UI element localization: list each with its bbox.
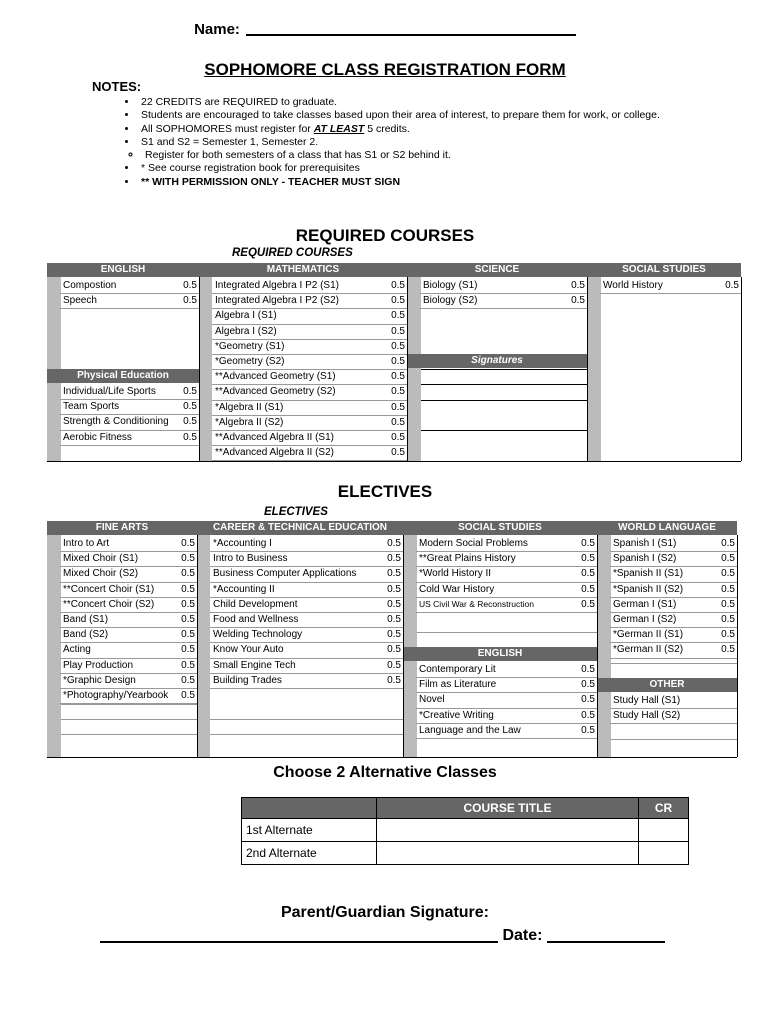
- gray-gutter: [597, 521, 611, 757]
- electives-section-title: ELECTIVES: [337, 482, 433, 501]
- world-language-credit: 0.5: [721, 538, 735, 549]
- cte-credit: 0.5: [387, 644, 401, 656]
- math-course: *Geometry (S2): [215, 356, 285, 367]
- elec-social-studies-credit: 0.5: [581, 598, 595, 610]
- alt-cr-input[interactable]: [639, 842, 689, 865]
- signatures-header: Signatures: [407, 354, 587, 368]
- col-divider: [741, 277, 742, 461]
- elec-social-studies-credit: 0.5: [581, 553, 595, 565]
- math-course: **Advanced Geometry (S1): [215, 371, 336, 383]
- required-section-title: REQUIRED COURSES: [295, 226, 475, 245]
- col-divider: [597, 535, 598, 757]
- world-language-credit: 0.5: [721, 568, 735, 580]
- note-item: • Students are encouraged to take classes based upon their area of interest, to prepare them for work, or college.: [138, 109, 670, 122]
- form-title: SOPHOMORE CLASS REGISTRATION FORM: [204, 60, 566, 79]
- cte-course: Small Engine Tech: [213, 659, 296, 671]
- fine-arts-course: *Graphic Design: [63, 674, 136, 686]
- row-line: [611, 663, 737, 664]
- cte-header: CAREER & TECHNICAL EDUCATION: [197, 521, 403, 535]
- elec-social-studies-credit: 0.5: [581, 583, 595, 595]
- signature-line: [421, 400, 587, 401]
- english-credit: 0.5: [183, 280, 197, 291]
- english-course: Compostion: [63, 280, 117, 291]
- elec-english-credit: 0.5: [581, 694, 595, 706]
- world-language-course: Spanish I (S2): [613, 553, 677, 565]
- cte-course: Business Computer Applications: [213, 568, 357, 580]
- fine-arts-credit: 0.5: [181, 583, 195, 595]
- cte-credit: 0.5: [387, 553, 401, 565]
- cte-credit: 0.5: [387, 583, 401, 595]
- alt-header-blank: [242, 798, 377, 819]
- elec-social-studies-course: **Great Plains History: [419, 553, 516, 565]
- row-line: [61, 704, 197, 705]
- cte-course: *Accounting II: [213, 583, 275, 595]
- row-line: [61, 719, 197, 720]
- pe-credit: 0.5: [183, 431, 197, 443]
- fine-arts-header: FINE ARTS: [47, 521, 197, 535]
- world-language-course: *German II (S2): [613, 644, 684, 656]
- pe-credit: 0.5: [183, 416, 197, 428]
- signature-line: [421, 369, 587, 370]
- col-divider: [737, 535, 738, 757]
- note-item: • All SOPHOMORES must register for AT LEAST 5 credits.: [138, 123, 670, 136]
- note-item: • ** WITH PERMISSION ONLY - TEACHER MUST SIGN: [138, 176, 670, 189]
- col-divider: [407, 277, 408, 461]
- pe-course: Individual/Life Sports: [63, 386, 156, 397]
- math-course: *Algebra II (S2): [215, 416, 284, 428]
- fine-arts-credit: 0.5: [181, 690, 195, 701]
- cte-credit: 0.5: [387, 659, 401, 671]
- cte-course: Child Development: [213, 598, 298, 610]
- table-bottom: [47, 461, 741, 462]
- electives-subtitle: ELECTIVES: [264, 506, 328, 518]
- alt-row-label: 2nd Alternate: [242, 842, 377, 865]
- alt-header-cr: CR: [639, 798, 689, 819]
- fine-arts-credit: 0.5: [181, 568, 195, 580]
- gray-gutter: [47, 263, 61, 461]
- alt-cr-input[interactable]: [639, 819, 689, 842]
- world-language-course: German I (S1): [613, 598, 677, 610]
- elec-social-studies-header: SOCIAL STUDIES: [403, 521, 597, 535]
- science-credit: 0.5: [571, 280, 585, 291]
- cte-credit: 0.5: [387, 614, 401, 625]
- gray-gutter: [587, 263, 601, 461]
- note-item: • 22 CREDITS are REQUIRED to graduate.: [138, 96, 670, 109]
- note-subitem: ◦ Register for both semesters of a class that has S1 or S2 behind it.: [142, 149, 670, 162]
- table-bottom: [47, 757, 737, 758]
- pe-header: Physical Education: [47, 369, 199, 383]
- elec-social-studies-credit: 0.5: [581, 538, 595, 549]
- elec-social-studies-course: *World History II: [419, 568, 492, 580]
- other-credit: [717, 693, 735, 708]
- fine-arts-course: Band (S1): [63, 614, 109, 625]
- fine-arts-course: **Concert Choir (S1): [63, 583, 155, 595]
- fine-arts-credit: 0.5: [181, 614, 195, 625]
- cte-course: Know Your Auto: [213, 644, 284, 656]
- fine-arts-credit: 0.5: [181, 598, 195, 610]
- cte-credit: 0.5: [387, 538, 401, 549]
- gray-gutter: [199, 263, 212, 461]
- cte-course: Intro to Business: [213, 553, 288, 565]
- world-language-course: *Spanish II (S2): [613, 583, 684, 595]
- name-field[interactable]: [0, 20, 770, 38]
- world-language-credit: 0.5: [721, 644, 735, 656]
- signature-title: Parent/Guardian Signature:: [280, 904, 490, 921]
- world-language-credit: 0.5: [721, 583, 735, 595]
- pe-course: Aerobic Fitness: [63, 431, 132, 443]
- row-line: [61, 734, 197, 735]
- math-credit: 0.5: [391, 280, 405, 291]
- date-label: Date:: [502, 927, 543, 944]
- math-course: **Advanced Geometry (S2): [215, 386, 336, 398]
- fine-arts-course: Acting: [63, 644, 91, 656]
- elec-english-course: *Creative Writing: [419, 709, 494, 721]
- date-blank[interactable]: [547, 925, 665, 943]
- fine-arts-course: Intro to Art: [63, 538, 110, 549]
- elec-english-course: Contemporary Lit: [419, 664, 496, 675]
- alt-course-input[interactable]: [377, 842, 639, 865]
- signature-line: [421, 384, 587, 385]
- math-course: **Advanced Algebra II (S1): [215, 432, 334, 443]
- gray-gutter: [197, 521, 210, 757]
- row-line: [610, 723, 737, 724]
- alt-header-course: COURSE TITLE: [377, 798, 639, 819]
- elec-social-studies-course: Cold War History: [419, 583, 495, 595]
- notes-list: [110, 96, 670, 189]
- english-course: Speech: [63, 295, 97, 307]
- science-course: Biology (S1): [423, 280, 478, 291]
- math-course: Integrated Algebra I P2 (S1): [215, 280, 339, 291]
- required-courses-table: [47, 263, 741, 461]
- col-divider: [199, 277, 200, 461]
- world-language-course: *German II (S1): [613, 629, 684, 641]
- elec-social-studies-course: US Civil War & Reconstruction: [419, 598, 534, 609]
- row-line: [600, 293, 741, 294]
- fine-arts-course: *Photography/Yearbook: [63, 690, 169, 701]
- math-credit: 0.5: [391, 386, 405, 398]
- math-credit: 0.5: [391, 295, 405, 307]
- pe-credit: 0.5: [183, 401, 197, 413]
- row-line: [60, 308, 199, 309]
- alt-course-input[interactable]: [377, 819, 639, 842]
- science-credit: 0.5: [571, 295, 585, 307]
- math-header: MATHEMATICS: [199, 263, 407, 277]
- english-credit: 0.5: [183, 295, 197, 307]
- signature-line: [421, 430, 587, 431]
- english-header: ENGLISH: [47, 263, 199, 277]
- cte-course: Food and Wellness: [213, 614, 299, 625]
- world-language-header: WORLD LANGUAGE: [597, 521, 737, 535]
- world-language-credit: 0.5: [721, 629, 735, 641]
- row-line: [210, 688, 403, 689]
- gray-gutter: [47, 521, 61, 757]
- math-credit: 0.5: [391, 325, 405, 337]
- math-credit: 0.5: [391, 356, 405, 367]
- elec-english-course: Novel: [419, 694, 445, 706]
- signature-blank[interactable]: [100, 925, 498, 943]
- pe-course: Strength & Conditioning: [63, 416, 169, 428]
- science-header: SCIENCE: [407, 263, 587, 277]
- row-line: [60, 445, 199, 446]
- world-language-course: *Spanish II (S1): [613, 568, 684, 580]
- cte-credit: 0.5: [387, 568, 401, 580]
- col-divider: [587, 277, 588, 461]
- note-item: • S1 and S2 = Semester 1, Semester 2.: [138, 136, 670, 149]
- notes-title: NOTES:: [92, 79, 142, 94]
- row-line: [610, 658, 737, 659]
- math-credit: 0.5: [391, 432, 405, 443]
- alternatives-title: Choose 2 Alternative Classes: [273, 764, 497, 781]
- note-item: • * See course registration book for prerequisites: [138, 162, 670, 175]
- col-divider: [197, 535, 198, 757]
- world-language-course: Spanish I (S1): [613, 538, 677, 549]
- fine-arts-credit: 0.5: [181, 644, 195, 656]
- other-course: Study Hall (S1): [613, 695, 681, 706]
- name-label: Name:: [194, 21, 240, 38]
- math-credit: 0.5: [391, 416, 405, 428]
- cte-course: *Accounting I: [213, 538, 272, 549]
- math-course: Algebra I (S2): [215, 325, 277, 337]
- cte-course: Welding Technology: [213, 629, 303, 641]
- math-course: *Geometry (S1): [215, 340, 285, 352]
- elec-english-course: Language and the Law: [419, 724, 521, 736]
- elec-english-header: ENGLISH: [403, 647, 597, 661]
- fine-arts-course: **Concert Choir (S2): [63, 598, 155, 610]
- fine-arts-credit: 0.5: [181, 553, 195, 565]
- social-studies-course: World History: [603, 280, 663, 291]
- signature-line: [100, 925, 665, 945]
- elec-social-studies-course: Modern Social Problems: [419, 538, 528, 549]
- math-course: **Advanced Algebra II (S2): [215, 447, 334, 459]
- math-course: *Algebra II (S1): [215, 401, 284, 413]
- social-studies-header: SOCIAL STUDIES: [587, 263, 741, 277]
- row-line: [420, 308, 587, 309]
- row-line: [210, 734, 403, 735]
- electives-table: [47, 521, 737, 757]
- math-course: Integrated Algebra I P2 (S2): [215, 295, 339, 307]
- fine-arts-credit: 0.5: [181, 659, 195, 671]
- other-course: Study Hall (S2): [613, 710, 681, 722]
- fine-arts-credit: 0.5: [181, 538, 195, 549]
- fine-arts-credit: 0.5: [181, 674, 195, 686]
- elec-english-credit: 0.5: [581, 724, 595, 736]
- other-credit: [717, 708, 735, 723]
- math-credit: 0.5: [391, 340, 405, 352]
- name-blank[interactable]: [246, 20, 576, 36]
- elec-english-credit: 0.5: [581, 664, 595, 675]
- fine-arts-course: Mixed Choir (S2): [63, 568, 139, 580]
- math-credit: 0.5: [391, 401, 405, 413]
- col-divider: [403, 535, 404, 757]
- math-credit: 0.5: [391, 310, 405, 322]
- alt-row-label: 1st Alternate: [242, 819, 377, 842]
- other-header: OTHER: [597, 678, 737, 692]
- gray-gutter: [403, 521, 417, 757]
- world-language-credit: 0.5: [721, 553, 735, 565]
- alternatives-table: [241, 797, 689, 865]
- elec-social-studies-credit: 0.5: [581, 568, 595, 580]
- fine-arts-course: Band (S2): [63, 629, 109, 641]
- row-line: [416, 612, 597, 613]
- required-subtitle: REQUIRED COURSES: [232, 247, 353, 259]
- world-language-credit: 0.5: [721, 598, 735, 610]
- cte-credit: 0.5: [387, 674, 401, 686]
- pe-course: Team Sports: [63, 401, 120, 413]
- fine-arts-course: Play Production: [63, 659, 134, 671]
- row-line: [416, 738, 597, 739]
- math-credit: 0.5: [391, 447, 405, 459]
- row-line: [611, 739, 737, 740]
- cte-credit: 0.5: [387, 598, 401, 610]
- math-course: Algebra I (S1): [215, 310, 277, 322]
- fine-arts-credit: 0.5: [181, 629, 195, 641]
- world-language-course: German I (S2): [613, 614, 677, 625]
- elec-english-credit: 0.5: [581, 679, 595, 691]
- science-course: Biology (S2): [423, 295, 478, 307]
- world-language-credit: 0.5: [721, 614, 735, 625]
- social-studies-credit: 0.5: [725, 280, 739, 291]
- row-line: [417, 632, 597, 633]
- row-line: [210, 719, 403, 720]
- fine-arts-course: Mixed Choir (S1): [63, 553, 139, 565]
- elec-english-course: Film as Literature: [419, 679, 497, 691]
- cte-course: Building Trades: [213, 674, 282, 686]
- cte-credit: 0.5: [387, 629, 401, 641]
- elec-english-credit: 0.5: [581, 709, 595, 721]
- math-credit: 0.5: [391, 371, 405, 383]
- pe-credit: 0.5: [183, 386, 197, 397]
